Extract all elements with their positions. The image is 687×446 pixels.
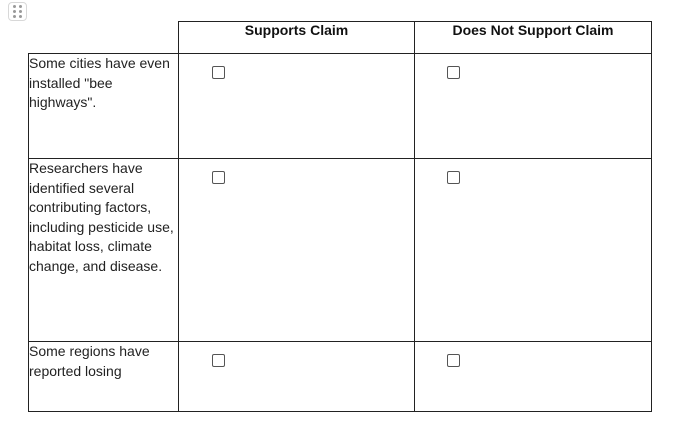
blank-header-cell <box>29 22 179 54</box>
supports-checkbox[interactable] <box>212 66 225 79</box>
supports-checkbox[interactable] <box>212 354 225 367</box>
does-not-support-cell <box>415 159 652 342</box>
claim-table <box>28 21 652 412</box>
does-not-support-cell <box>415 54 652 159</box>
column-header-supports: Supports Claim <box>179 22 415 54</box>
does-not-support-checkbox[interactable] <box>447 171 460 184</box>
column-header-does-not-support: Does Not Support Claim <box>415 22 652 54</box>
table-row <box>29 342 652 412</box>
table-row <box>29 54 652 159</box>
table-row <box>29 159 652 342</box>
does-not-support-checkbox[interactable] <box>447 66 460 79</box>
header-row <box>29 22 652 54</box>
does-not-support-cell <box>415 342 652 412</box>
supports-cell <box>179 159 415 342</box>
statement-cell: Some regions have reported losing <box>29 342 179 412</box>
supports-cell <box>179 342 415 412</box>
statement-cell: Researchers have identified several contributing factors, including pesticide use, habitat loss, climate change, and disease. <box>29 159 179 342</box>
drag-handle-icon[interactable] <box>8 2 27 21</box>
supports-cell <box>179 54 415 159</box>
supports-checkbox[interactable] <box>212 171 225 184</box>
does-not-support-checkbox[interactable] <box>447 354 460 367</box>
statement-cell: Some cities have even installed "bee highways". <box>29 54 179 159</box>
